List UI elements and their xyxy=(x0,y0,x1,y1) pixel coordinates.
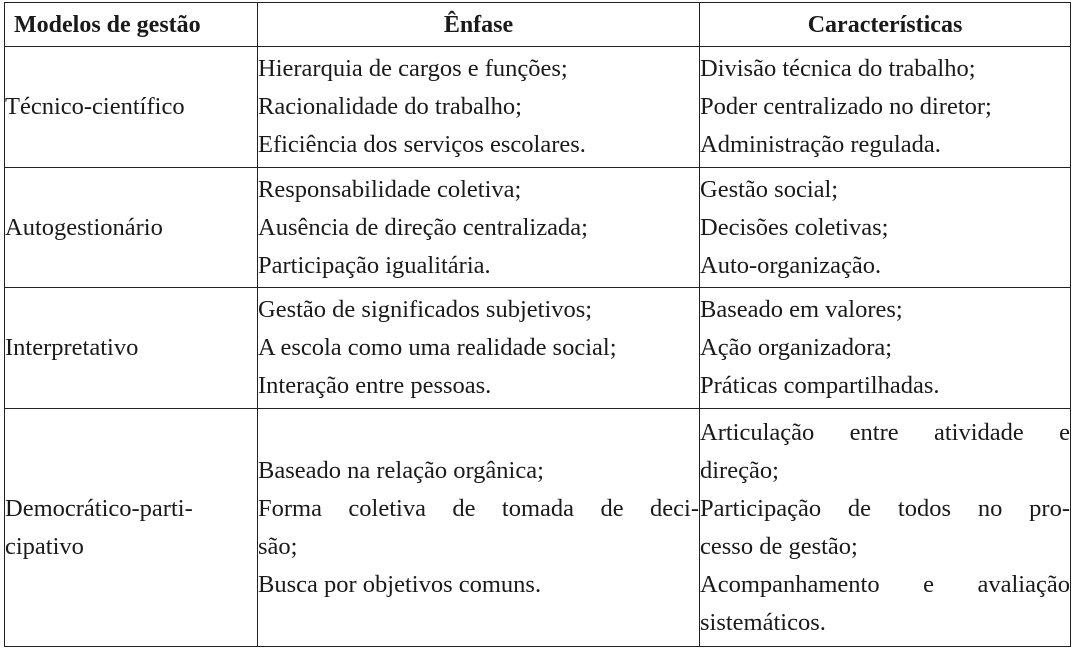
model-name: Interpretativo xyxy=(5,334,139,361)
characteristic-item: Baseado em valores; xyxy=(700,296,903,323)
table-row xyxy=(5,47,1071,168)
table-row xyxy=(5,288,1071,409)
characteristic-item: Divisão técnica do trabalho; xyxy=(700,55,976,82)
emphasis-cell xyxy=(258,288,700,409)
model-name: cipativo xyxy=(5,532,84,560)
emphasis-item: A escola como uma realidade social; xyxy=(258,334,617,361)
emphasis-item: Gestão de significados subjetivos; xyxy=(258,296,593,323)
model-name: Técnico-científico xyxy=(5,93,185,120)
characteristics-cell xyxy=(700,409,1071,647)
characteristic-item: Articulação entre atividade e xyxy=(700,418,1070,446)
table-row xyxy=(5,409,1071,647)
model-name: Autogestionário xyxy=(5,213,163,241)
model-cell xyxy=(5,47,258,168)
characteristics-cell xyxy=(700,47,1071,168)
emphasis-item: são; xyxy=(258,532,298,560)
emphasis-item: Interação entre pessoas. xyxy=(258,372,492,399)
table-header-row xyxy=(5,3,1071,47)
characteristic-item: direção; xyxy=(700,456,779,484)
emphasis-cell xyxy=(258,168,700,288)
header-emphasis: Ênfase xyxy=(258,3,700,47)
characteristic-item: Poder centralizado no diretor; xyxy=(700,93,992,120)
emphasis-item: Eficiência dos serviços escolares. xyxy=(258,131,586,158)
emphasis-item: Responsabilidade coletiva; xyxy=(258,175,522,203)
characteristic-item: Ação organizadora; xyxy=(700,334,893,361)
characteristics-cell xyxy=(700,168,1071,288)
header-characteristics: Características xyxy=(700,3,1071,47)
table-row xyxy=(5,168,1071,288)
emphasis-item: Racionalidade do trabalho; xyxy=(258,93,522,120)
characteristics-cell xyxy=(700,288,1071,409)
model-cell xyxy=(5,409,258,647)
characteristic-item: Acompanhamento e avaliação xyxy=(700,570,1070,598)
characteristic-item: Administração regulada. xyxy=(700,131,941,158)
emphasis-item: Participação igualitária. xyxy=(258,251,491,279)
emphasis-cell xyxy=(258,409,700,647)
model-cell xyxy=(5,168,258,288)
emphasis-item: Hierarquia de cargos e funções; xyxy=(258,55,568,82)
header-models: Modelos de gestão xyxy=(5,3,258,47)
characteristic-item: Gestão social; xyxy=(700,175,839,203)
emphasis-item: Busca por objetivos comuns. xyxy=(258,570,542,598)
emphasis-item: Baseado na relação orgânica; xyxy=(258,456,544,484)
emphasis-cell xyxy=(258,47,700,168)
emphasis-item: Ausência de direção centralizada; xyxy=(258,213,588,241)
emphasis-item: Forma coletiva de tomada de deci- xyxy=(258,494,699,522)
characteristic-item: sistemáticos. xyxy=(700,608,826,636)
model-cell xyxy=(5,288,258,409)
characteristic-item: Práticas compartilhadas. xyxy=(700,372,940,399)
characteristic-item: cesso de gestão; xyxy=(700,532,858,560)
characteristic-item: Decisões coletivas; xyxy=(700,213,889,241)
management-models-table xyxy=(4,2,1071,647)
characteristic-item: Auto-organização. xyxy=(700,251,882,279)
characteristic-item: Participação de todos no pro- xyxy=(700,494,1070,522)
model-name: Democrático-parti- xyxy=(5,494,193,522)
